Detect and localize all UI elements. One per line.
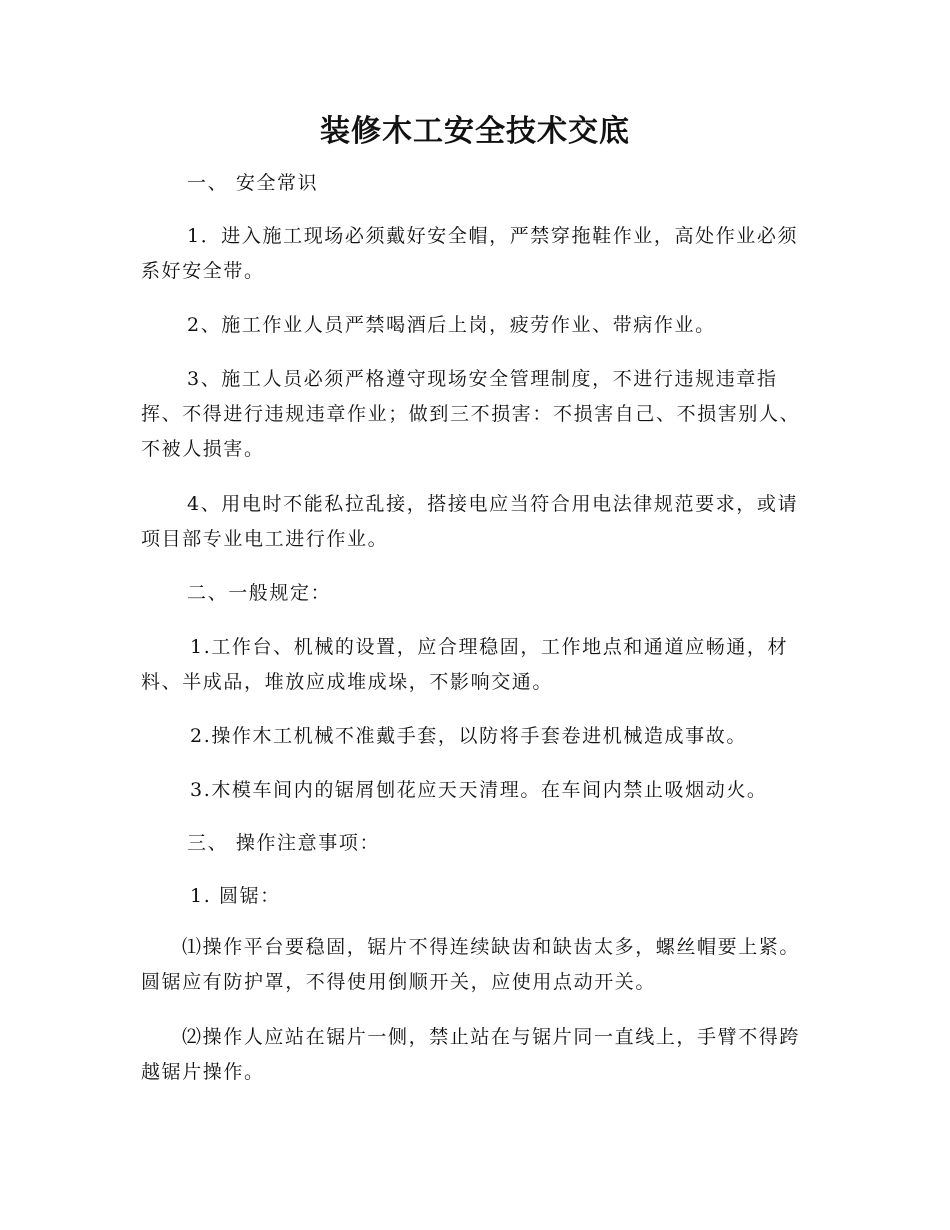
paragraph-no-drinking: 2、施工作业人员严禁喝酒后上岗，疲劳作业、带病作业。 bbox=[187, 314, 716, 336]
section-heading-general-rules: 二、一般规定： bbox=[187, 582, 332, 604]
paragraph-workbench: 1.工作台、机械的设置，应合理稳固，工作地点和通道应畅通，材料、半成品，堆放应成堆成垛，不影响交通。 bbox=[141, 636, 789, 693]
paragraph-safety-helmet: 1．进入施工现场必须戴好安全帽，严禁穿拖鞋作业，高处作业必须系好安全带。 bbox=[141, 225, 799, 282]
paragraph-safety-rules: 3、施工人员必须严格遵守现场安全管理制度，不进行违规违章指挥、不得进行违规违章作业；做到三不损害：不损害自己、不损害别人、不被人损害。 bbox=[141, 368, 801, 460]
section-heading-operation-notes: 三、 操作注意事项： bbox=[187, 832, 381, 854]
section-heading-safety-basics: 一、 安全常识 bbox=[187, 172, 319, 194]
document-title: 装修木工安全技术交底 bbox=[320, 114, 630, 149]
paragraph-electricity: 4、用电时不能私拉乱接，搭接电应当符合用电法律规范要求，或请项目部专业电工进行作业。 bbox=[141, 493, 799, 550]
subheading-circular-saw: 1. 圆锯： bbox=[190, 885, 281, 907]
paragraph-operator-position: ⑵操作人应站在锯片一侧，禁止站在与锯片同一直线上，手臂不得跨越锯片操作。 bbox=[141, 1026, 801, 1083]
paragraph-cleanup: 3.木模车间内的锯屑刨花应天天清理。在车间内禁止吸烟动火。 bbox=[190, 779, 768, 801]
paragraph-no-gloves: 2.操作木工机械不准戴手套，以防将手套卷进机械造成事故。 bbox=[190, 725, 747, 747]
paragraph-saw-platform: ⑴操作平台要稳固，锯片不得连续缺齿和缺齿太多，螺丝帽要上紧。圆锯应有防护罩，不得使用倒顺开关，应使用点动开关。 bbox=[141, 936, 801, 993]
